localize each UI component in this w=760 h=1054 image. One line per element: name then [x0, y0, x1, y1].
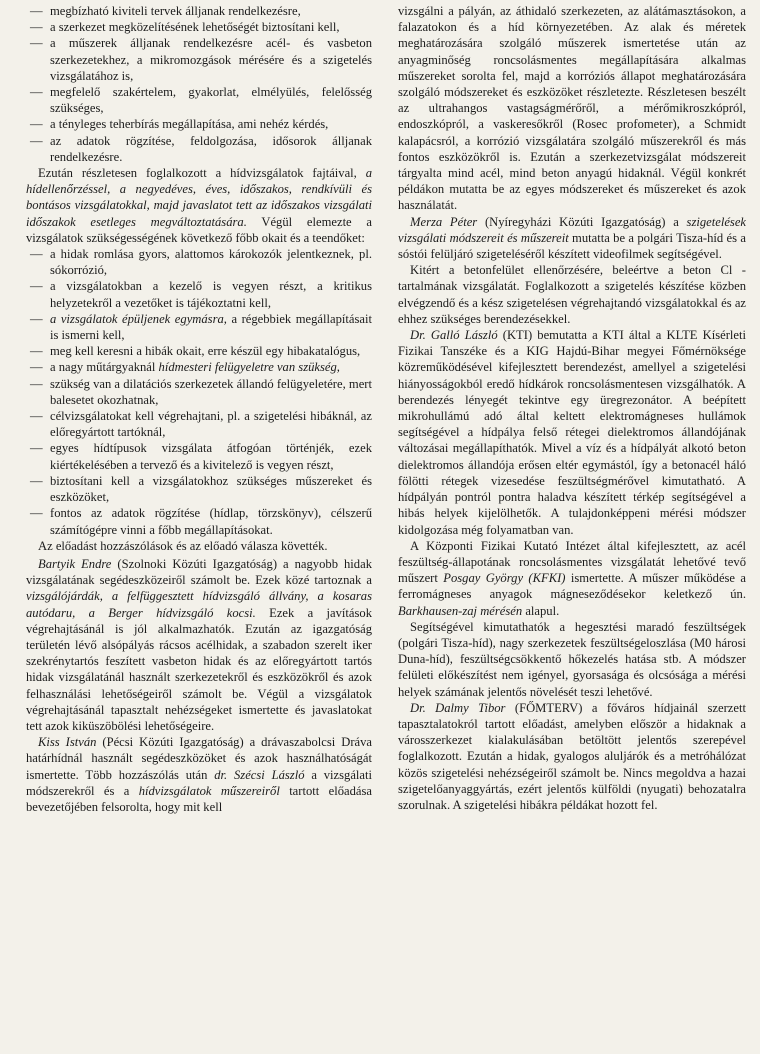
list-item: — meg kell keresni a hibák okait, erre készül egy hibakatalógus,	[30, 344, 361, 359]
list-item: — a vizsgálatok épüljenek egymásra, a régebbiek megállapításait is ismerni kell,	[30, 311, 372, 343]
list-item: — az adatok rögzítése, feldolgozása, idősorok álljanak rendelkezésre.	[30, 133, 372, 164]
list-item: — a műszerek álljanak rendelkezésre acél- és vasbeton szerkezetekhez, a mikromozgások mérésére és a szigetelés vizsgálatához is,	[30, 36, 372, 83]
paragraph: Ezután részletesen foglalkozott a hídvizsgálatok fajtáival, a hídellenőrzéssel, a negyedéves, éves, időszakos, rendkívüli és bontásos vizsgálatokkal, majd javaslatot tett az időszakos vizsgálati időszakok esetleges megváltoztatására. Végül elemezte a vizsgálatok szükségességének következő főbb okait és a teendőket:	[26, 166, 372, 245]
list-item: — a szerkezet megközelítésének lehetőségét biztosítani kell,	[30, 20, 340, 35]
paragraph: vizsgálni a pályán, az áthidaló szerkezeten, az alátámasztásokon, a falazatokon és a híd környezetében. Az alak és méretek meghatározására szolgáló műszerek ismertetése után az anyagminőség roncsolásmentes megállapítására alkalmas műszereket sorolta fel, majd a korróziós állapot meghatározására szolgáló módszereket és eszközöket részletezte. Részletesen beszélt az ultrahangos vastagságmérőről, a mérőmikroszkópról, endoszkópról, a vaskeresőkről (Rosec profometer), a Schmidt kalapácsról, a korrózió vizsgálatára szolgáló műszerekről és más fontos eszközökről is. Ezután a szerkezetvizsgálat módszereit tárgyalta mind acél, mind beton anyagú hidaknál. Végül konkrét példákon mutatta be az egyes módszereket és műszereket és azok használatát.	[398, 4, 746, 213]
right-column	[398, 3, 746, 1046]
left-column	[26, 3, 372, 1046]
paragraph: Bartyik Endre (Szolnoki Közúti Igazgatóság) a nagyobb hidak vizsgálatának segédeszközeiről számolt be. Ezek közé tartoznak a vizsgálójárdák, a felfüggesztett hídvizsgáló állvány, a kosaras autódaru, a Berger hídvizsgáló kocsi. Ezek a javítások végrehajtásánál is jól alkalmazhatók. Ezután az igazgatóság területén lévő alsópályás rácsos acélhidak, a szabadon szerelt iker szekrénytartós feszített vasbeton hidak és az előregyártott tartós hidak vizsgálatánál használt szerkezetekről és eszközökről és azok felhasználási lehetőségeiről számolt be. Végül a vizsgálatok végrehajtásánál tapasztalt nehézségeket ismertette és javaslatokat tett azok kiküszöbölési lehetőségeire.	[26, 556, 372, 733]
paragraph: Merza Péter (Nyíregyházi Közúti Igazgatóság) a szigetelések vizsgálati módszereit és műszereit mutatta be a polgári Tisza-híd és a sóstói felüljáró szigeteléséről készített videofilmek segítségével.	[398, 214, 746, 262]
list-item: — a hidak romlása gyors, alattomos károkozók jelentkeznek, pl. sókorrózió,	[30, 247, 372, 278]
list-item: — megfelelő szakértelem, gyakorlat, elmélyülés, felelősség szükséges,	[30, 85, 372, 116]
paragraph: Dr. Dalmy Tibor (FŐMTERV) a főváros hídjainál szerzett tapasztalatokról tartott előadást, amelyben először a hidaknak a városszerkezet kialakulásában betöltött jelentős szerepével foglalkozott. Ezután a hidak, gyalogos aluljárók és a metróhálózat közös szigetelési nehézségeiről számolt be. Nincs megoldva a hazai szigetelőanyaggyártás, ezért jelentős külföldi (nyugati) behozatalra szorulnak. A szigetelési hibákra példákat hozott fel.	[398, 700, 746, 812]
paragraph: Kiss István (Pécsi Közúti Igazgatóság) a drávaszabolcsi Dráva határhídnál használt segédeszközöket és azok használhatóságát ismertette. Több hozzászólás után dr. Szécsi László a vizsgálati módszerekről és a hídvizsgálatok műszereiről tartott előadása bevezetőjében felsorolta, hogy mit kell	[26, 735, 372, 814]
paragraph: Segítségével kimutathatók a hegesztési maradó feszültségek (polgári Tisza-híd), nagy szerkezetek feszültségeloszlása (M0 hárosi Duna-híd), feszültségcsökkentő hőkezelés hatása stb. A módszer felületi előkészítést nem igényel, gyorsasága és olcsósága a mérési helyek számának jelentős növelését teszi lehetővé.	[398, 619, 746, 699]
paragraph: Dr. Galló László (KTI) bemutatta a KTI által a KLTE Kísérleti Fizikai Tanszéke és a KIG Hajdú-Bihar megyei Főmérnöksége közreműködésével kifejlesztett berendezést, amellyel a szigetelési hiányosságokból eredő hídkárok roncsolásmentesen vizsgálhatók. A berendezés lényegét tekintve egy üregrezonátor. A beépített mikrohullámú adó által keltett elektromágneses hullámok segítségével a hídpálya felső rétegei dielektromos állandójának változásai megállapíthatók. Mivel a víz és a hídpályát alkotó beton dielektromos állandója erősen eltér egymástól, így a betonacél háló fölötti rétegek vizesedése feszültségmérővel kimutatható. A hídpályán pontról pontra haladva készített térkép segítségével a hibás helyek kijelölhetők. A tulajdonképpeni mérési módszer kidolgozása még folyamatban van.	[398, 328, 746, 537]
paragraph: A Központi Fizikai Kutató Intézet által kifejlesztett, az acél feszültség-állapotának roncsolásmentes vizsgálatát lehetővé tevő műszert Posgay György (KFKI) ismertette. A műszer működése a ferromágneses anyagok mágneseződésekor keletkező ún. Barkhausen-zaj mérésén alapul.	[398, 538, 746, 618]
paragraph: Az előadást hozzászólások és az előadó válasza követték.	[38, 538, 328, 553]
list-item: — célvizsgálatokat kell végrehajtani, pl. a szigetelési hibáknál, az előregyártott tartóknál,	[30, 409, 372, 440]
list-item: — biztosítani kell a vizsgálatokhoz szükséges műszereket és eszközöket,	[30, 473, 372, 505]
list-item: — egyes hídtípusok vizsgálata átfogóan történjék, ezek kiértékelésében a tervező és a kivitelező is vegyen részt,	[30, 441, 372, 472]
list-item: — megbízható kiviteli tervek álljanak rendelkezésre,	[30, 4, 301, 18]
paragraph: Kitért a betonfelület ellenőrzésére, beleértve a beton Cl -tartalmának vizsgálatát. Foglalkozott a szigetelés készítése közben elvégzendő és a kész szigetelésen végrehajtandó vizsgálatokkal és az ehhez szükséges berendezésekkel.	[398, 263, 746, 326]
list-item: — fontos az adatok rögzítése (hídlap, törzskönyv), célszerű számítógépre vinni a főbb megállapításokat.	[30, 506, 372, 537]
list-item: — szükség van a dilatációs szerkezetek állandó felügyeletére, mert balesetet okozhatnak,	[30, 376, 372, 407]
list-item: — a nagy műtárgyaknál hídmesteri felügyeletre van szükség,	[30, 360, 340, 375]
list-item: — a vizsgálatokban a kezelő is vegyen részt, a kritikus helyzetekről a vezetőket is tájékoztatni kell,	[30, 279, 372, 310]
list-item: — a tényleges teherbírás megállapítása, ami nehéz kérdés,	[30, 117, 329, 132]
